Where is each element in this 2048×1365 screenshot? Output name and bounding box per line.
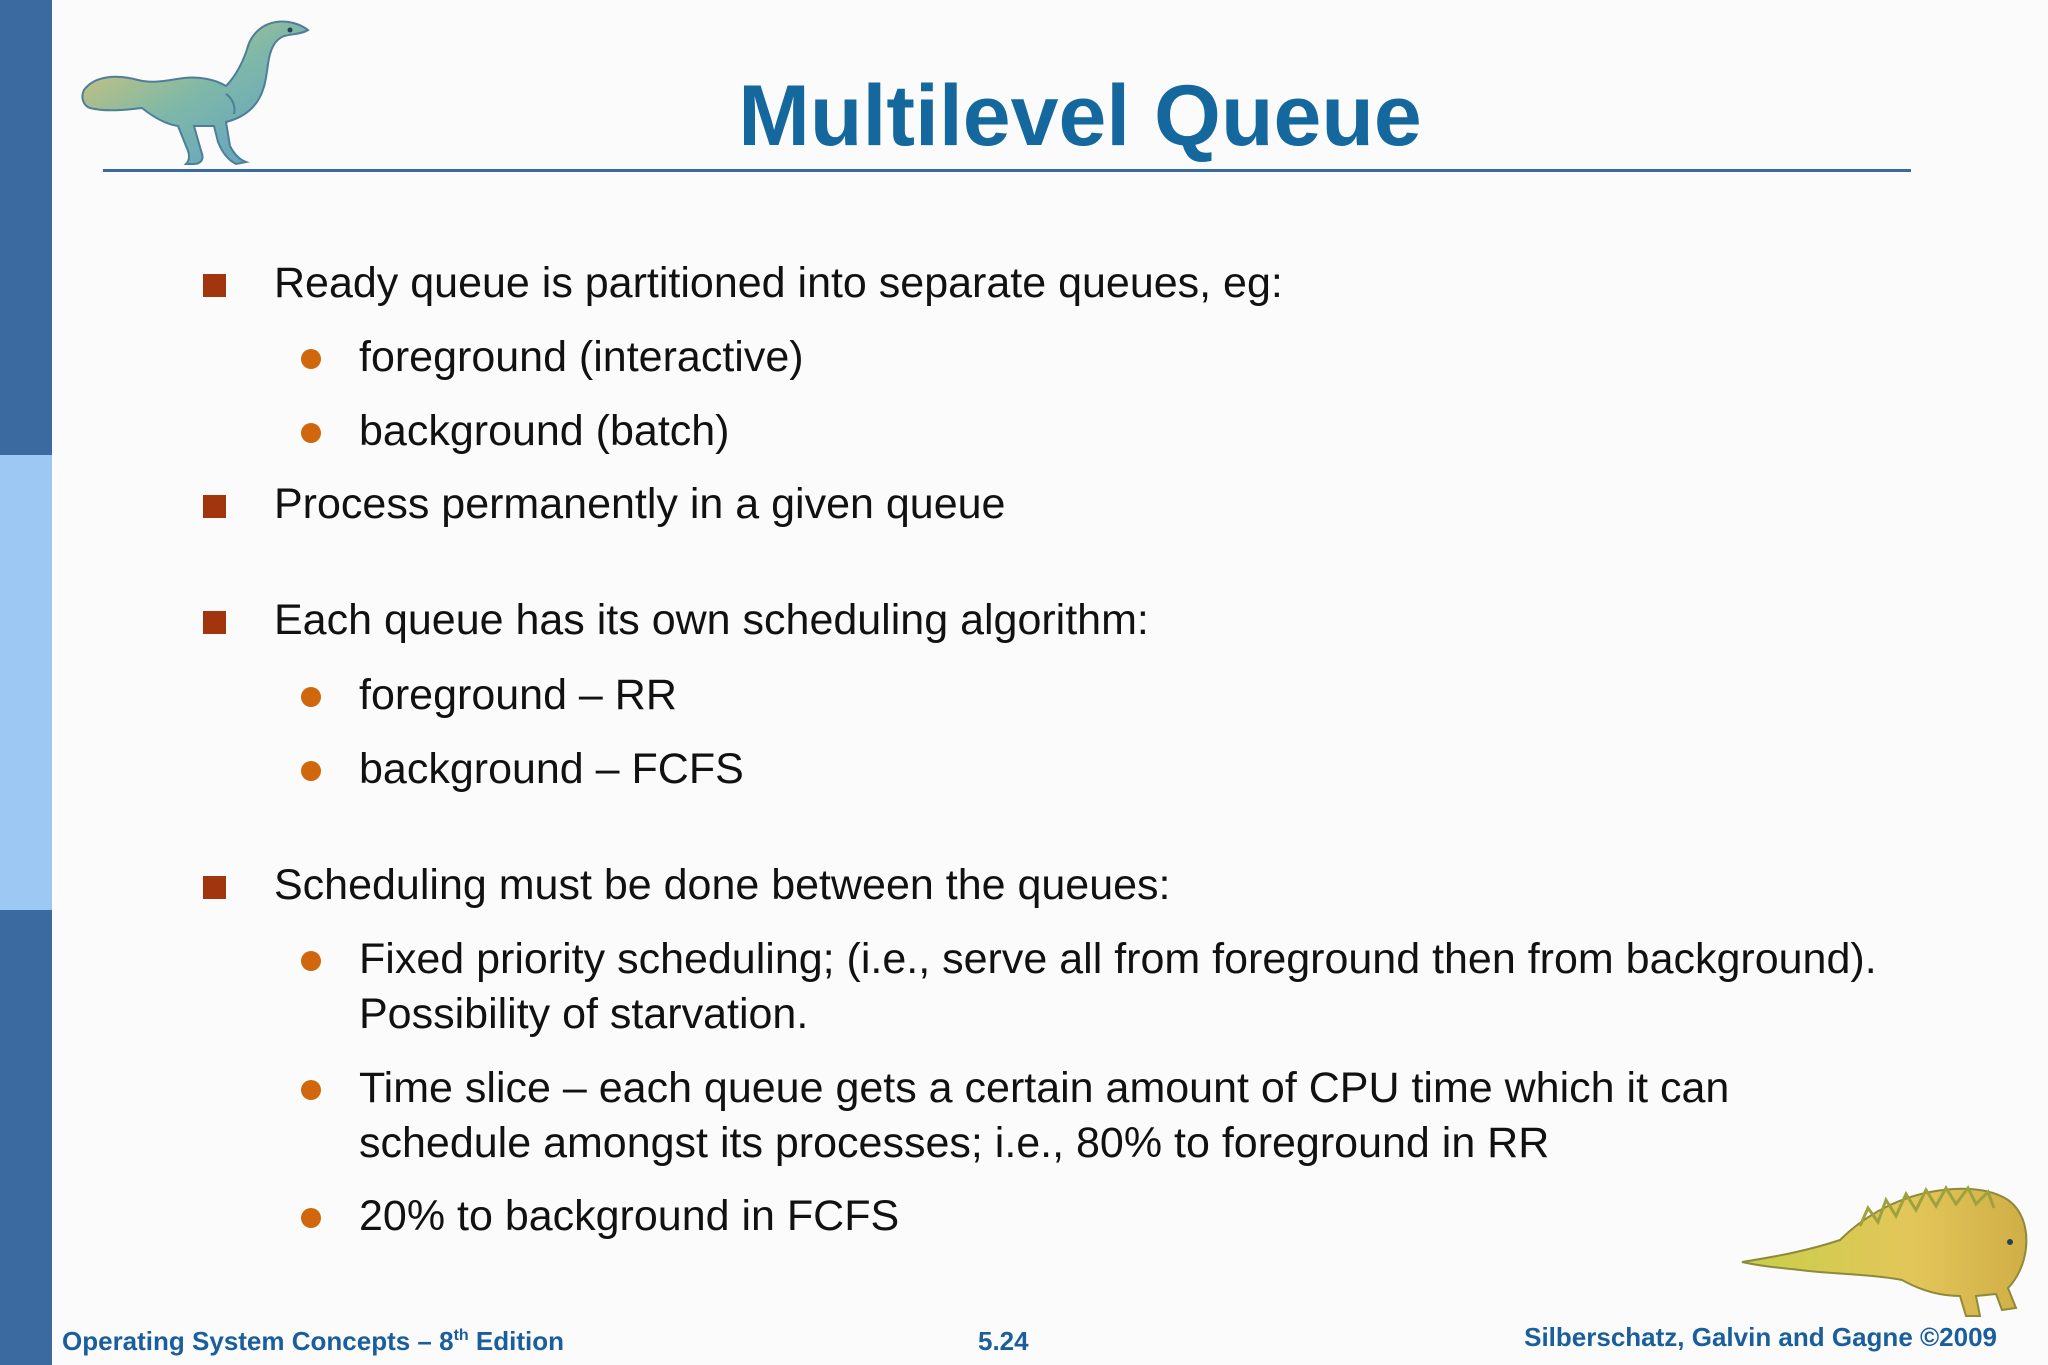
bullet-item: Scheduling must be done between the queues: — [274, 861, 1171, 909]
sub-bullet-item: Fixed priority scheduling; (i.e., serve all from foreground then from background). Possibility of starvation. — [359, 935, 1877, 1038]
sub-bullet-item: background – FCFS — [359, 745, 744, 793]
footer-copyright: Silberschatz, Galvin and Gagne ©2009 — [1524, 1322, 1997, 1352]
bullet-item: Each queue has its own scheduling algorithm: — [274, 596, 1149, 644]
sub-bullet-item: 20% to background in FCFS — [359, 1192, 900, 1240]
round-bullet-icon — [301, 761, 321, 781]
sub-bullet-item: Time slice – each queue gets a certain amount of CPU time which it can schedule amongst its processes; i.e., 80% to foreground in RR — [359, 1064, 1730, 1167]
round-bullet-icon — [301, 687, 321, 707]
slide-title: Multilevel Queue — [738, 68, 1422, 164]
sub-bullet-item: background (batch) — [359, 407, 730, 455]
round-bullet-icon — [301, 1208, 321, 1228]
round-bullet-icon — [301, 1080, 321, 1100]
square-bullet-icon — [203, 876, 226, 899]
round-bullet-icon — [301, 423, 321, 443]
bullet-item: Ready queue is partitioned into separate queues, eg: — [274, 259, 1283, 307]
square-bullet-icon — [203, 274, 226, 297]
sub-bullet-item: foreground (interactive) — [359, 333, 804, 381]
footer-page-number: 5.24 — [978, 1326, 1029, 1356]
square-bullet-icon — [203, 611, 226, 634]
bullet-item: Process permanently in a given queue — [274, 480, 1006, 528]
footer-book-title: Operating System Concepts – 8th Edition — [62, 1326, 564, 1356]
round-bullet-icon — [301, 951, 321, 971]
round-bullet-icon — [301, 349, 321, 369]
square-bullet-icon — [203, 495, 226, 518]
dinosaur-icon — [1740, 1170, 2030, 1320]
sub-bullet-item: foreground – RR — [359, 671, 677, 719]
